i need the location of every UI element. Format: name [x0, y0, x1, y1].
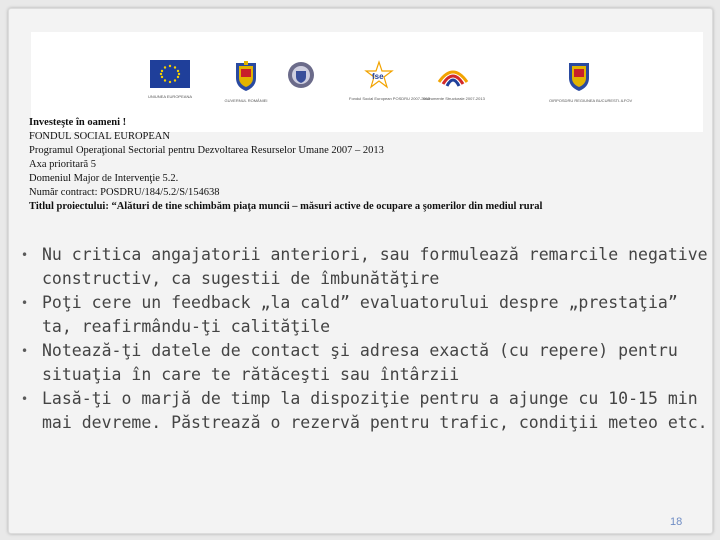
bullet-line: situaţia în care te rătăceşti sau întârzii — [42, 365, 460, 384]
bullet-icon: • — [21, 392, 29, 406]
bullet-item — [21, 291, 720, 339]
slide — [8, 8, 713, 534]
fse-logo-icon — [361, 60, 397, 90]
eu-flag-logo — [145, 60, 195, 99]
structural-instruments-icon — [435, 60, 471, 90]
header-slogan: Investeşte în oameni ! — [29, 117, 127, 128]
bullet-item — [21, 387, 720, 435]
page-number: 18 — [670, 516, 683, 528]
ministry-logo — [281, 60, 321, 96]
bullet-item — [21, 243, 720, 291]
bullet-line: Notează-ţi datele de contact şi adresa exactă (cu repere) pentru — [42, 341, 678, 360]
bullet-line: Nu critica angajatorii anteriori, sau formulează remarcile negative — [42, 245, 708, 264]
header-domain: Domeniul Major de Intervenţie 5.2. — [29, 173, 179, 184]
bullet-item — [21, 339, 720, 387]
bullet-line: ta, reafirmându-ţi calităţile — [42, 317, 331, 336]
romania-logo — [221, 60, 271, 103]
logo-caption: Instrumente Structurale 2007-2013 — [423, 96, 485, 101]
header-programme: Programul Operaţional Sectorial pentru Dezvoltarea Resurselor Umane 2007 – 2013 — [29, 145, 384, 156]
bullet-line: constructiv, ca sugestii de îmbunătăţire — [42, 269, 440, 288]
fse-logo — [349, 60, 431, 101]
header-contract: Număr contract: POSDRU/184/5.2/S/154638 — [29, 187, 220, 198]
bullet-line: Lasă-ţi o marjă de timp la dispoziţie pentru a ajunge cu 10-15 min — [42, 389, 698, 408]
bullet-line: mai devreme. Păstrează o rezervă pentru trafic, condiţii meteo etc. — [42, 413, 708, 432]
romania-coat-of-arms-icon — [233, 60, 259, 92]
svg-text:fse: fse — [372, 72, 384, 81]
ministry-seal-icon — [286, 60, 316, 90]
structural-instruments-logo — [423, 60, 483, 101]
oirposdru-logo — [549, 60, 633, 103]
logo-caption: Fondul Social European POSDRU 2007-2013 — [349, 96, 431, 101]
header-fund: FONDUL SOCIAL EUROPEAN — [29, 131, 170, 142]
eu-flag-icon — [150, 60, 190, 88]
project-header — [29, 116, 542, 214]
logo-caption: OIRPOSDRU REGIUNEA BUCURESTI-ILFOV — [549, 98, 633, 103]
bullet-icon: • — [21, 248, 29, 262]
bullet-icon: • — [21, 296, 29, 310]
header-project-title: Titlul proiectului: “Alături de tine schimbăm piaţa muncii – măsuri active de ocupare a şomerilor din mediul rural — [29, 201, 543, 212]
bullet-line: Poţi cere un feedback „la cald” evaluatorului despre „prestaţia” — [42, 293, 678, 312]
logo-caption: UNIUNEA EUROPEANA — [147, 94, 192, 99]
header-axis: Axa prioritară 5 — [29, 159, 97, 170]
bullet-list — [21, 243, 720, 435]
logo-caption: GUVERNUL ROMÂNIEI — [224, 98, 268, 103]
bullet-icon: • — [21, 344, 29, 358]
oirposdru-logo-icon — [566, 60, 592, 92]
